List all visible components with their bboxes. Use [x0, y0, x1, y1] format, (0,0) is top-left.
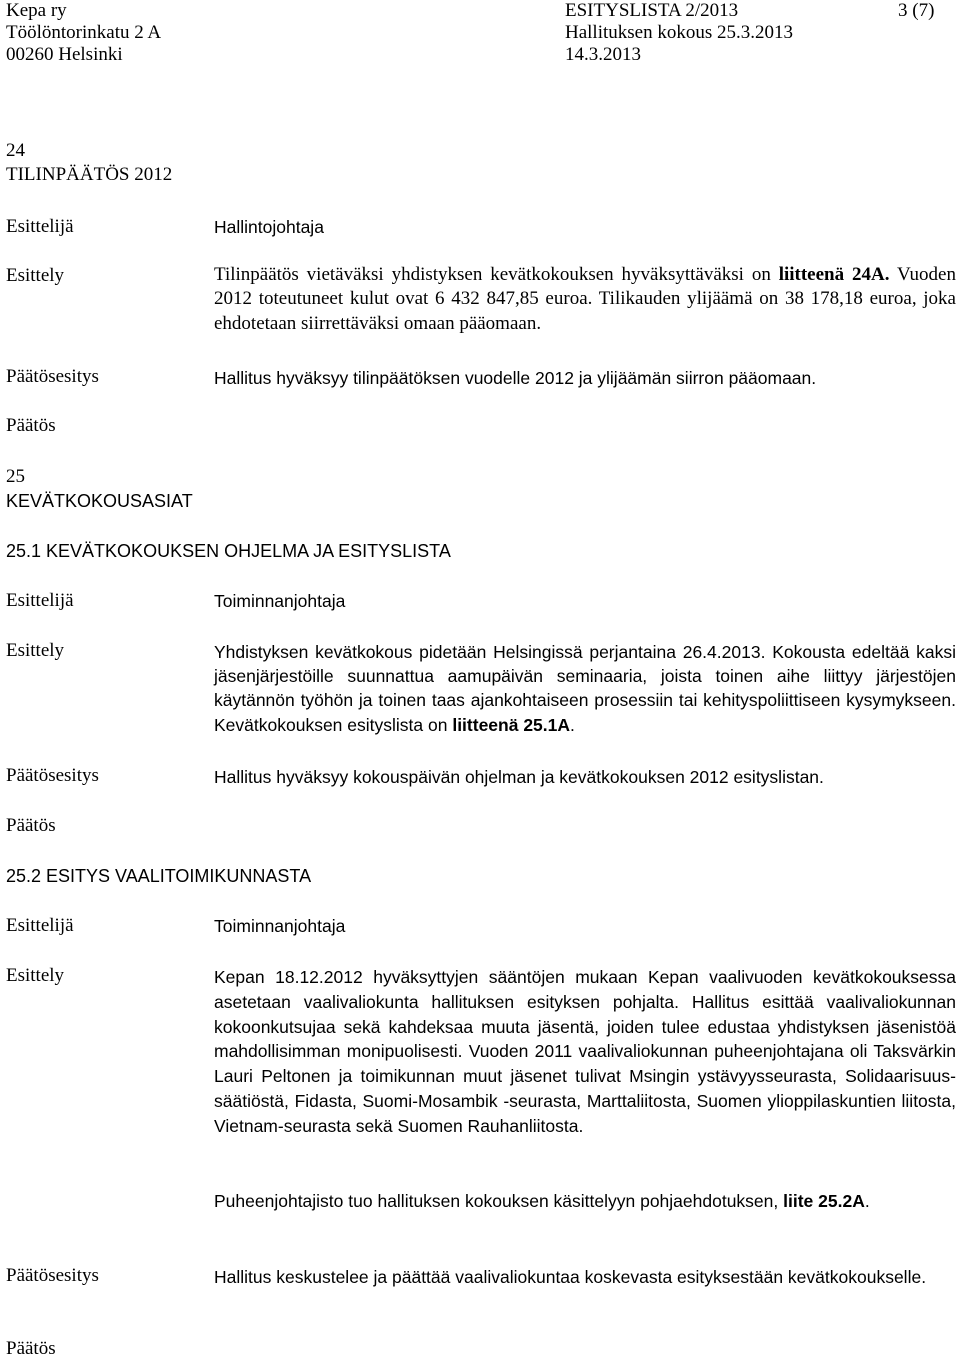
item-25-number: 25	[6, 466, 25, 487]
org-city: 00260 Helsinki	[6, 44, 123, 65]
item-24-title: TILINPÄÄTÖS 2012	[6, 164, 173, 185]
doc-title: ESITYSLISTA 2/2013	[565, 0, 739, 21]
item-24-number: 24	[6, 140, 25, 161]
attachment-ref: liitteenä 25.1A	[452, 714, 571, 735]
item-24-presenter-label: Esittelijä	[6, 216, 74, 237]
item-25-1-presentation: Yhdistyksen kevätkokous pidetään Helsingissä perjantaina 26.4.2013. Kokousta edeltää kaksi jäsenjärjestöille suunnattua aamupäivän seminaaria, joista toinen aihe liittyy järjestöjen käytännön työhön ja toinen taas ajankohtaiseen prosessiin tai kehityspoliittiseen kysymykseen. Kevätkokouksen esityslista on liitteenä 25.1A.	[214, 642, 956, 735]
item-24-presenter: Hallintojohtaja	[214, 217, 324, 237]
org-street: Töölöntorinkatu 2 A	[6, 22, 162, 43]
item-25-2-presentation-label: Esittely	[6, 965, 65, 986]
item-24-decision-label: Päätös	[6, 415, 56, 436]
item-25-1-proposal-label: Päätösesitys	[6, 765, 99, 786]
item-25-2-decision-label: Päätös	[6, 1338, 56, 1359]
item-24-proposal: Hallitus hyväksyy tilinpäätöksen vuodelle 2012 ja ylijäämän siirron pääomaan.	[214, 368, 817, 388]
item-25-1-presenter-label: Esittelijä	[6, 590, 74, 611]
item-25-2-presenter-label: Esittelijä	[6, 915, 74, 936]
page-number: 3 (7)	[898, 0, 935, 21]
item-25-2-proposal-label: Päätösesitys	[6, 1265, 99, 1286]
item-25-2-presentation-note: Puheenjohtajisto tuo hallituksen kokouksen käsittelyyn pohjaehdotuksen, liite 25.2A.	[214, 1191, 870, 1211]
attachment-ref: liitteenä 24A.	[778, 264, 890, 285]
org-name: Kepa ry	[6, 0, 67, 21]
item-25-2-presentation: Kepan 18.12.2012 hyväksyttyjen sääntöjen mukaan Kepan vaalivuoden kevätkokouksessa asetetaan vaalivaliokunta hallituksen esityksen pohjalta. Hallitus esittää vaalivaliokunnan kokoonkutsujaa sekä kahdeksaa muuta jäsentä, joiden tulee edustaa yhdistyksen jäsenistöä mahdollisimman monipuolisesti. Vuoden 2011 vaalivaliokunnan puheenjohtajana oli Taksvärkin Lauri Peltonen ja toimikunnan muut jäsenet tulivat Msingin ystävyysseurasta, Solidaarisuus-säätiöstä, Fidasta, Suomi-Mosambik -seurasta, Marttaliitosta, Suomen ylioppilaskuntien liitosta, Vietnam-seurasta sekä Suomen Rauhanliitosta.	[214, 967, 956, 1136]
item-24-proposal-label: Päätösesitys	[6, 366, 99, 387]
item-24-presentation-label: Esittely	[6, 265, 65, 286]
item-25-1-proposal: Hallitus hyväksyy kokouspäivän ohjelman ja kevätkokouksen 2012 esityslistan.	[214, 767, 824, 787]
item-25-1-presenter: Toiminnanjohtaja	[214, 591, 346, 611]
item-25-1-title: 25.1 KEVÄTKOKOUKSEN OHJELMA JA ESITYSLISTA	[6, 541, 451, 561]
item-25-1-presentation-label: Esittely	[6, 640, 65, 661]
attachment-ref: liite 25.2A	[783, 1191, 865, 1211]
item-25-2-presenter: Toiminnanjohtaja	[214, 916, 346, 936]
item-25-2-proposal: Hallitus keskustelee ja päättää vaalivaliokuntaa koskevasta esityksestään kevätkokoukselle.	[214, 1267, 927, 1287]
meeting-name: Hallituksen kokous 25.3.2013	[565, 22, 793, 43]
item-25-title: KEVÄTKOKOUSASIAT	[6, 491, 193, 511]
item-25-2-title: 25.2 ESITYS VAALITOIMIKUNNASTA	[6, 866, 312, 886]
doc-date: 14.3.2013	[565, 44, 641, 65]
item-24-presentation: Tilinpäätös vietäväksi yhdistyksen kevätkokouksen hyväksyttäväksi on liitteenä 24A. Vuoden 2012 toteutuneet kulut ovat 6 432 847,85 euroa. Tilikauden ylijäämä on 38 178,18 euroa, joka ehdotetaan siirrettäväksi omaan pääomaan.	[214, 264, 956, 334]
item-25-1-decision-label: Päätös	[6, 815, 56, 836]
